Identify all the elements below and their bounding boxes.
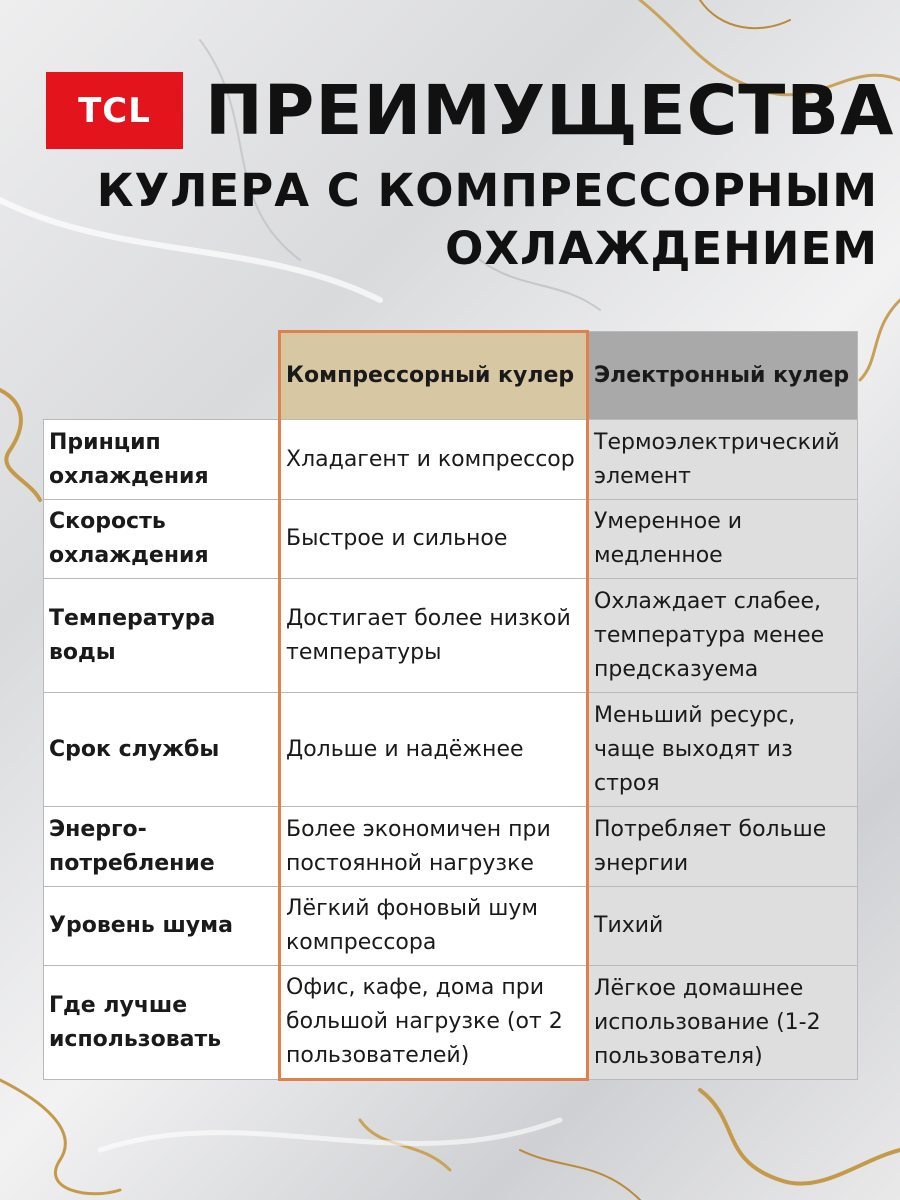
subtitle-line-1: КУЛЕРА С КОМПРЕССОРНЫМ <box>96 164 878 217</box>
compressor-cell: Офис, кафе, дома при большой нагрузке (от 2 пользователей) <box>280 966 588 1080</box>
page-subtitle <box>97 162 878 278</box>
electronic-cell: Умеренное и медленное <box>588 500 858 579</box>
compressor-cell: Лёгкий фоновый шум компрессора <box>280 887 588 966</box>
table-row <box>44 693 858 807</box>
compressor-cell: Хладагент и компрессор <box>280 420 588 500</box>
table-row <box>44 807 858 887</box>
electronic-cell: Термоэлектрический элемент <box>588 420 858 500</box>
tcl-logo <box>46 72 183 149</box>
row-label: Срок службы <box>44 693 280 807</box>
compressor-cell: Быстрое и сильное <box>280 500 588 579</box>
table-row <box>44 500 858 579</box>
logo-text: TCL <box>78 90 151 131</box>
table-header-row <box>44 332 858 420</box>
compressor-cell: Достигает более низкой температуры <box>280 579 588 693</box>
electronic-cell: Охлаждает слабее, температура менее предсказуема <box>588 579 858 693</box>
compressor-cell: Дольше и надёжнее <box>280 693 588 807</box>
page-title: ПРЕИМУЩЕСТВА <box>205 71 895 151</box>
electronic-cell: Лёгкое домашнее использование (1-2 пользователя) <box>588 966 858 1080</box>
compressor-cell: Более экономичен при постоянной нагрузке <box>280 807 588 887</box>
electronic-cell: Тихий <box>588 887 858 966</box>
row-label: Где лучше использовать <box>44 966 280 1080</box>
table-row <box>44 579 858 693</box>
electronic-cell: Меньший ресурс, чаще выходят из строя <box>588 693 858 807</box>
row-label: Принцип охлаждения <box>44 420 280 500</box>
table-row <box>44 420 858 500</box>
row-label: Уровень шума <box>44 887 280 966</box>
row-label: Энерго-потребление <box>44 807 280 887</box>
header-compressor-cooler: Компрессорный кулер <box>280 332 588 420</box>
comparison-table <box>43 330 858 1081</box>
header-empty-cell <box>44 332 280 420</box>
row-label: Температура воды <box>44 579 280 693</box>
subtitle-line-2: ОХЛАЖДЕНИЕМ <box>445 222 878 275</box>
table-row <box>44 887 858 966</box>
header-electronic-cooler: Электронный кулер <box>588 332 858 420</box>
row-label: Скорость охлаждения <box>44 500 280 579</box>
table-row <box>44 966 858 1080</box>
electronic-cell: Потребляет больше энергии <box>588 807 858 887</box>
